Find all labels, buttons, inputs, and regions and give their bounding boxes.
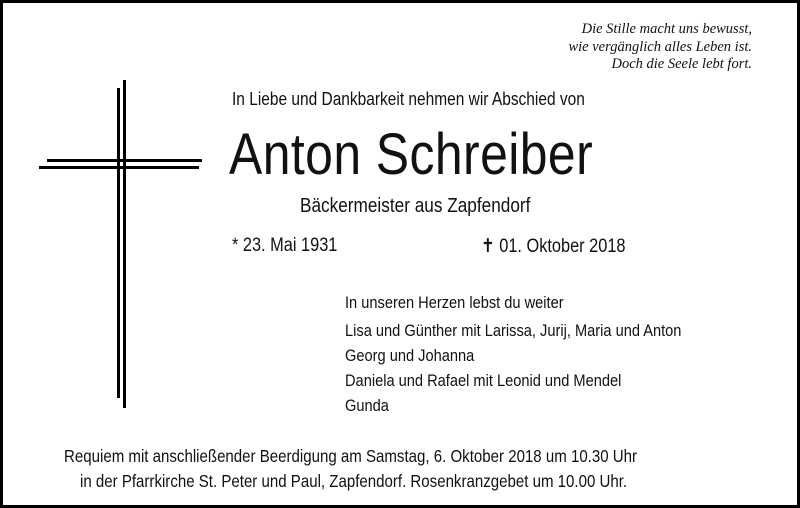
birth-date: * 23. Mai 1931 (232, 235, 338, 256)
intro-text: In Liebe und Dankbarkeit nehmen wir Abschied von (232, 89, 585, 109)
mourner-line: Georg und Johanna (345, 346, 475, 365)
cross-small-icon: ✝ (481, 236, 495, 257)
deceased-name: Anton Schreiber (229, 122, 594, 187)
mourners-heading: In unseren Herzen lebst du weiter (345, 293, 564, 312)
service-info-line: in der Pfarrkirche St. Peter und Paul, Zapfendorf. Rosenkranzgebet um 10.00 Uhr. (80, 471, 628, 491)
quote-line: wie vergänglich alles Leben ist. (568, 38, 752, 55)
epigraph-quote (568, 21, 752, 74)
mourner-line: Lisa und Günther mit Larissa, Jurij, Maria und Anton (345, 321, 682, 340)
occupation: Bäckermeister aus Zapfendorf (300, 195, 531, 217)
mourner-line: Gunda (345, 396, 389, 415)
mourner-line: Daniela und Rafael mit Leonid und Mendel (345, 371, 622, 390)
death-date-line (481, 235, 626, 258)
death-date: 01. Oktober 2018 (499, 236, 626, 257)
quote-line: Die Stille macht uns bewusst, (581, 21, 752, 37)
quote-line: Doch die Seele lebt fort. (611, 56, 752, 72)
service-info-line: Requiem mit anschließender Beerdigung am Samstag, 6. Oktober 2018 um 10.30 Uhr (64, 446, 638, 466)
